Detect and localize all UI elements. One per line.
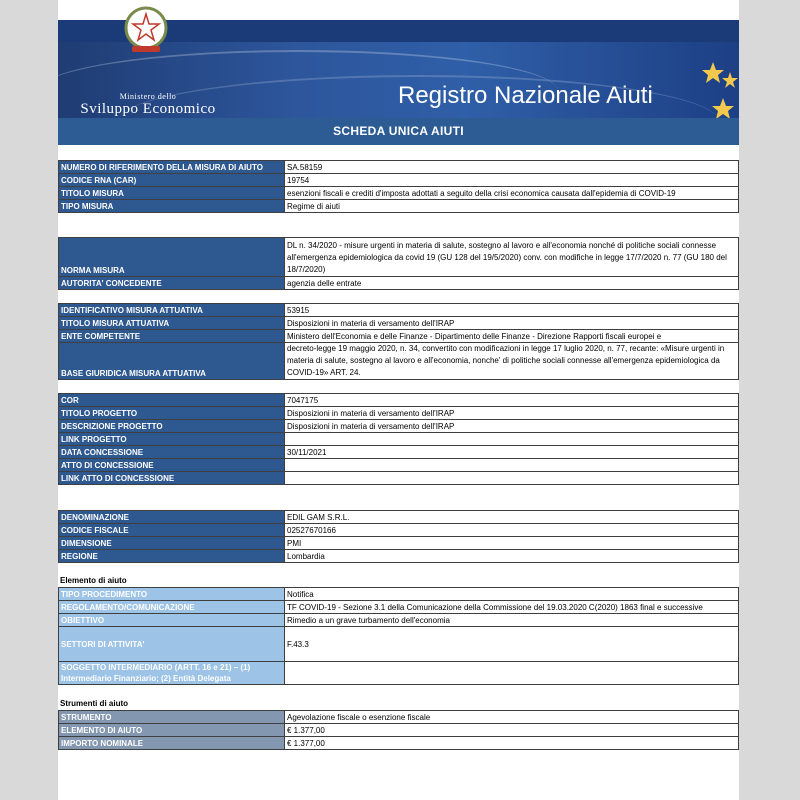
table-row [59,304,739,317]
table-row [59,446,739,459]
field-value: decreto-legge 19 maggio 2020, n. 34, convertito con modificazioni in legge 17 luglio 2020, n. 77, recante: «Misure urgenti in materia di salute, sostegno al lavoro e all'economia, nonche' di politiche sociali connesse all'emergenza epidemiologica da COVID-19» ART. 24. [285,343,739,380]
field-value [285,459,739,472]
misura-table [58,160,739,213]
field-label: IDENTIFICATIVO MISURA ATTUATIVA [59,304,285,317]
field-value: 7047175 [285,394,739,407]
norma-table [58,237,739,290]
table-row [59,161,739,174]
field-label: DIMENSIONE [59,537,285,550]
republic-emblem-icon [120,4,172,56]
field-value: Disposizioni in materia di versamento dell'IRAP [285,317,739,330]
field-label: TIPO PROCEDIMENTO [59,588,285,601]
field-value: Rimedio a un grave turbamento dell'economia [285,614,739,627]
field-label: OBIETTIVO [59,614,285,627]
field-value: F.43.3 [285,627,739,662]
field-label: NUMERO DI RIFERIMENTO DELLA MISURA DI AIUTO [59,161,285,174]
table-row [59,459,739,472]
beneficiario-table [58,510,739,563]
field-label: BASE GIURIDICA MISURA ATTUATIVA [59,343,285,380]
field-label: LINK PROGETTO [59,433,285,446]
field-label: TITOLO MISURA ATTUATIVA [59,317,285,330]
field-value: EDIL GAM S.R.L. [285,511,739,524]
field-value: SA.58159 [285,161,739,174]
table-row [59,627,739,662]
field-value: agenzia delle entrate [285,277,739,290]
field-value: DL n. 34/2020 - misure urgenti in materia di salute, sostegno al lavoro e all'economia nonché di politiche sociali connesse all'emergenza epidemiologica da covid 19 (GU 128 del 19/5/2020) conv. con modifiche in legge 17/7/2020 n. 77 (GU 180 del 18/7/2020) [285,238,739,277]
eu-stars-icon [668,60,738,118]
table-row [59,524,739,537]
table-row [59,330,739,343]
field-value: 02527670166 [285,524,739,537]
field-value: € 1.377,00 [285,737,739,750]
field-label: NORMA MISURA [59,238,285,277]
field-label: COR [59,394,285,407]
table-row [59,317,739,330]
table-row [59,433,739,446]
field-value: Notifica [285,588,739,601]
table-row [59,238,739,277]
field-value: TF COVID-19 - Sezione 3.1 della Comunicazione della Commissione del 19.03.2020 C(2020) 1863 final e successive [285,601,739,614]
field-label: SOGGETTO INTERMEDIARIO (ARTT. 16 e 21) – (1) Intermediario Finanziario; (2) Entità Delegata [59,662,285,685]
table-row [59,343,739,380]
field-value: Disposizioni in materia di versamento dell'IRAP [285,420,739,433]
field-value: 30/11/2021 [285,446,739,459]
attuativa-table [58,303,739,380]
field-value: Lombardia [285,550,739,563]
table-row [59,277,739,290]
ministry-logo-text [68,92,228,118]
table-row [59,187,739,200]
table-row [59,711,739,724]
table-row [59,737,739,750]
field-label: STRUMENTO [59,711,285,724]
field-value: 53915 [285,304,739,317]
field-label: SETTORI DI ATTIVITA' [59,627,285,662]
table-row [59,394,739,407]
field-label: TITOLO MISURA [59,187,285,200]
field-value: esenzioni fiscali e crediti d'imposta adottati a seguito della crisi economica causata dall'epidemia di COVID-19 [285,187,739,200]
section-title: Elemento di aiuto [60,576,127,585]
registry-title: Registro Nazionale Aiuti [398,82,653,109]
page-subtitle: SCHEDA UNICA AIUTI [58,118,739,145]
field-label: ENTE COMPETENTE [59,330,285,343]
field-value: PMI [285,537,739,550]
field-value: Ministero dell'Economia e delle Finanze - Dipartimento delle Finanze - Direzione Rapporti fiscali europei e [285,330,739,343]
field-value: Agevolazione fiscale o esenzione fiscale [285,711,739,724]
table-row [59,407,739,420]
ministry-line2: Sviluppo Economico [80,101,216,117]
progetto-table [58,393,739,485]
field-label: DESCRIZIONE PROGETTO [59,420,285,433]
table-row [59,174,739,187]
table-row [59,601,739,614]
table-row [59,537,739,550]
field-label: TITOLO PROGETTO [59,407,285,420]
table-row [59,420,739,433]
table-row [59,550,739,563]
ministry-line1: Ministero dello [119,92,177,101]
section-title: Strumenti di aiuto [60,699,128,708]
table-row [59,588,739,601]
field-label: REGIONE [59,550,285,563]
table-row [59,200,739,213]
field-label: REGOLAMENTO/COMUNICAZIONE [59,601,285,614]
document-page [58,0,739,800]
field-label: IMPORTO NOMINALE [59,737,285,750]
field-value [285,433,739,446]
table-row [59,662,739,685]
field-value [285,472,739,485]
elemento-table [58,587,739,685]
field-label: DATA CONCESSIONE [59,446,285,459]
field-label: ELEMENTO DI AIUTO [59,724,285,737]
field-label: DENOMINAZIONE [59,511,285,524]
table-row [59,472,739,485]
field-value: Regime di aiuti [285,200,739,213]
field-label: TIPO MISURA [59,200,285,213]
field-label: AUTORITA' CONCEDENTE [59,277,285,290]
field-label: ATTO DI CONCESSIONE [59,459,285,472]
field-label: CODICE FISCALE [59,524,285,537]
field-value: Disposizioni in materia di versamento dell'IRAP [285,407,739,420]
field-label: LINK ATTO DI CONCESSIONE [59,472,285,485]
table-row [59,614,739,627]
field-value: 19754 [285,174,739,187]
field-value [285,662,739,685]
table-row [59,511,739,524]
table-row [59,724,739,737]
field-label: CODICE RNA (CAR) [59,174,285,187]
field-value: € 1.377,00 [285,724,739,737]
strumenti-table [58,710,739,750]
